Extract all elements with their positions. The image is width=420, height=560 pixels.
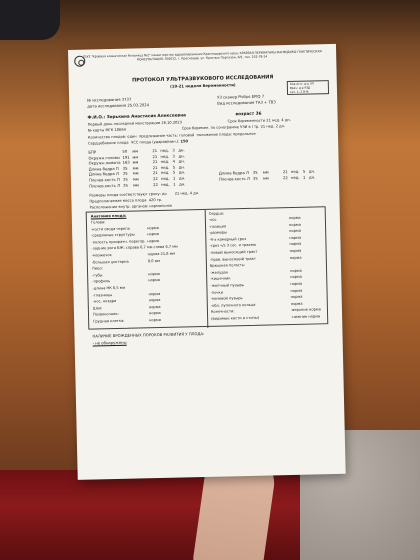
presentation: предлежание часть: головой (138, 133, 195, 139)
heart-rate-row (88, 139, 188, 145)
biometry-label: Плечев.кость П (88, 176, 120, 183)
institution-header: ГБУЗ "Краевая клиническая больница №2" министерства здравоохранения Краснодарского края, КРАЕВАЯ ПЕРИНАТАЛЬНАЯ МЕДИКО-ГЕНЕТИЧЕСКАЯ КОНСУЛЬТАЦИЯ, 350012, г. Краснодар, ул. Красных Партизан, 6/2, тел. 252-78-14 (82, 49, 322, 62)
anatomy-value: норма (148, 278, 161, 283)
card-row (88, 128, 126, 133)
anatomy-value: норма (148, 311, 161, 316)
anatomy-label: -длина НК 6,5 мм (92, 285, 126, 291)
anatomy-value: норма (289, 228, 301, 234)
fetal-position: положение плода: продольное (196, 131, 256, 138)
unit-weeks: нед. (290, 168, 300, 174)
unit-weeks: нед. (180, 191, 189, 196)
biometry-value: 35 (252, 175, 258, 181)
anatomy-value: норма (289, 255, 302, 260)
biometry-label: БПР (88, 149, 97, 155)
size-match-row (89, 191, 199, 198)
heartbeat-label: Сердцебиение плода (88, 140, 129, 146)
study-date-value: 25.03.2024 (127, 102, 150, 108)
anatomy-box (86, 203, 329, 329)
card-value: 10664 (114, 127, 126, 132)
anatomy-label: Грудная клетка: (93, 318, 125, 324)
anatomy-value: -нижние норма (291, 314, 321, 319)
document-subtitle: (19-21 неделя беременности) (170, 82, 236, 89)
scanner-label: УЗ сканер (217, 94, 238, 100)
doctor-stamp (287, 80, 329, 95)
anatomy-value: норма (290, 275, 303, 280)
anatomy-value: норма (148, 291, 161, 296)
anatomy-label: -задние рога БЖ: справа 6,7 мм слева 6,7 мм (91, 244, 178, 251)
biometry-days: 3 (172, 147, 175, 153)
unit-weeks: нед. (266, 124, 275, 129)
heart-section-title: Сердце: (208, 211, 225, 216)
lmp-label: Первый день последней менструации (87, 120, 161, 127)
system-value: ТАЗ + ТВЗ (255, 99, 276, 105)
size-match-label: Размеры плода соответствуют сроку: до (89, 191, 167, 198)
unit-days: дн. (179, 180, 186, 187)
biometry-weeks: 21 (152, 159, 158, 165)
anatomy-label: -полость прозрачн. перегор. (91, 239, 146, 245)
unit-days: дн. (279, 124, 286, 129)
anatomy-label: -размеры (209, 230, 227, 236)
size-match-weeks: 21 (174, 191, 180, 196)
est-weight-row (89, 198, 162, 204)
patient-name-label: Ф.И.О.: (87, 114, 106, 120)
anatomy-label: Шея: (92, 306, 103, 311)
unit-weeks: нед. (271, 118, 281, 123)
unit-grams: гр. (156, 197, 163, 203)
system-label: Вид исследования (217, 99, 255, 106)
organs-row (90, 204, 173, 210)
anatomy-value: норма (147, 225, 159, 230)
stamp-line: Врач: д-р УЗД (289, 85, 311, 90)
anatomy-label: -желчный пузырь (210, 283, 244, 288)
study-date-label: дата исследования (87, 102, 127, 109)
ga-first-days: 2 (275, 124, 279, 129)
unit-weeks: нед. (160, 170, 170, 176)
anatomy-label: -профиль (92, 279, 111, 284)
biometry-weeks: 22 (153, 181, 158, 187)
anatomy-title: Анатомия плода: (90, 213, 127, 219)
document-title: ПРОТОКОЛ УЛЬТРАЗВУКОВОГО ИССЛЕДОВАНИЯ (132, 74, 274, 84)
anatomy-label: -желудок (210, 270, 229, 275)
stamp-line: Код исп.: д-р ЗЛ (289, 81, 314, 86)
biometry-left-table (88, 148, 201, 190)
biometry-value: 191 (122, 154, 130, 160)
biometry-days: 1 (302, 174, 306, 180)
ga-label: Срок беременности (227, 118, 266, 124)
anatomy-label: -мозжечок (91, 253, 112, 258)
biometry-label: Плечев.кость Л (218, 175, 250, 182)
anatomy-label: -кишечник (210, 276, 231, 282)
biometry-days: 5 (302, 168, 306, 174)
biometry-weeks: 21 (152, 170, 158, 176)
anatomy-value: норма (148, 304, 161, 309)
unit-weeks: нед. (290, 174, 300, 180)
anatomy-value: норма (290, 268, 302, 273)
anatomy-value: норма (289, 242, 302, 247)
stamp-line: кат. 1, 2 В-Ф (289, 89, 309, 94)
fetus-info-row (88, 132, 256, 140)
ga-first-row (182, 124, 285, 130)
biometry-label: Длина бедра Л (218, 169, 249, 176)
unit-days: дн. (178, 164, 186, 170)
unit-mm: мм (132, 176, 139, 182)
unit-mm: мм (132, 154, 139, 160)
biometry-days: 1 (172, 175, 176, 181)
biometry-weeks: 21 (152, 148, 158, 154)
anatomy-value: норма (290, 288, 303, 293)
patient-age-row (235, 112, 261, 117)
anatomy-row (93, 317, 205, 326)
biometry-value: 35 (123, 182, 128, 188)
anatomy-value: 8,0 мм (147, 258, 161, 263)
lmp-value: 26.10.2023 (161, 120, 183, 125)
patient-age-label: возраст (235, 110, 255, 117)
unit-days: дн. (193, 191, 200, 196)
ga-days: 4 (281, 118, 284, 123)
anatomy-label: -срез ч/з 3 сос. и трахею (209, 243, 257, 249)
anatomy-label: Голова: (90, 220, 106, 225)
ga-weeks: 21 (266, 118, 271, 123)
unit-mm: мм (262, 175, 269, 181)
ga-first-label: Срок беремен. по сонограмме УЗИ в I тр. (181, 124, 260, 131)
biometry-days: 1 (173, 181, 176, 187)
anatomy-label: Конечности: (210, 309, 235, 315)
patient-name-value: Зорькина Анастасия Алексеевна (106, 112, 186, 120)
anatomy-label: -нос, ноздри (92, 299, 117, 304)
biometry-label: Длина бедра Л (88, 171, 119, 177)
anatomy-label: -глазницы (92, 292, 113, 298)
unit-days: дн. (178, 175, 186, 181)
anatomy-value: норма (147, 232, 159, 237)
study-number-label: № исследования (87, 96, 121, 103)
biometry-weeks: 22 (282, 174, 288, 180)
anatomy-value: норма (148, 298, 161, 303)
biometry-value: 50 (122, 148, 128, 154)
biometry-value: 35 (122, 171, 128, 177)
biometry-days: 3 (172, 153, 175, 159)
biometry-days: 5 (172, 164, 176, 170)
anatomy-label: -позиция (208, 224, 227, 229)
unit-days: дн. (178, 152, 185, 159)
anatomy-value: -верхние норма (290, 307, 321, 313)
anatomy-label: Брюшная полость: (209, 263, 246, 268)
anatomy-label: -обл. пупочного кольца (210, 302, 256, 308)
biometry-value: 35 (122, 165, 128, 171)
unit-mm: мм (132, 159, 139, 165)
biometry-label: Плечев.кость Л (89, 182, 120, 189)
anatomy-label: -мочевой пузырь (210, 296, 243, 301)
anatomy-label: -4-х камерный срез (209, 236, 247, 242)
biometry-weeks: 22 (152, 175, 158, 182)
system-row (217, 100, 276, 106)
biometry-row (219, 175, 331, 183)
anatomy-value: норма (290, 301, 303, 306)
ga-first-weeks: 21 (260, 124, 266, 129)
anatomy-value: норма 21,8 мм (147, 251, 176, 257)
unit-weeks: нед. (160, 147, 170, 153)
anatomy-value: норма (288, 215, 301, 221)
est-weight-value: 420 (148, 198, 156, 203)
unit-days: дн. (178, 147, 185, 153)
anatomy-row (211, 314, 323, 323)
unit-days: дн. (308, 174, 316, 180)
est-weight-label: Предполагаемая масса плода (89, 198, 147, 204)
scanner-value: Philips EPIQ 7 (238, 93, 265, 100)
anatomy-label: (видимые кисти и стопы) (211, 315, 260, 321)
biometry-row (89, 182, 201, 190)
biometry-weeks: 21 (282, 169, 288, 175)
anatomy-value: норма (148, 271, 160, 276)
conclusion-value: - не обнаружены (92, 339, 127, 346)
study-number-value: 3737 (121, 96, 132, 102)
conclusion-label: НАЛИЧИЕ ВРОЖДЕННЫХ ПОРОКОВ РАЗВИТИЯ У ПЛОДА: (92, 330, 205, 339)
anatomy-value: норма (149, 317, 161, 323)
fetus-count: Количество плодов: один (87, 134, 137, 140)
biometry-label: Длина бедра П (88, 165, 119, 172)
card-label: № карты МГК (87, 127, 114, 133)
anatomy-value: норма (290, 294, 303, 300)
dark-object (0, 0, 60, 40)
anatomy-label: -левый выносящий тракт (209, 249, 258, 255)
anatomy-label: -большая цистерна (91, 259, 129, 265)
unit-weeks: нед. (160, 175, 170, 181)
unit-days: дн. (178, 158, 185, 164)
biometry-label: Окружн.головы (88, 154, 120, 161)
unit-mm: мм (132, 170, 139, 176)
anatomy-label: -ось (208, 217, 217, 222)
unit-days: дн. (308, 168, 316, 174)
unit-days: дн. (284, 117, 291, 123)
anatomy-label: -губы (92, 273, 103, 278)
biometry-label: Окружн.живота (88, 160, 121, 166)
anatomy-label: Лицо: (91, 266, 103, 271)
unit-mm: мм (132, 165, 139, 171)
heart-rate-value: 150 (180, 139, 189, 144)
anatomy-label: -прав. выносящий тракт (209, 256, 257, 262)
anatomy-right-list (209, 215, 323, 323)
unit-weeks: нед. (161, 181, 170, 187)
anatomy-left-list (91, 218, 205, 326)
biometry-weeks: 21 (152, 164, 158, 170)
organs-label: Расположение внутр. органов: нормальное (89, 203, 173, 210)
unit-mm: мм (262, 169, 269, 175)
anatomy-divider (205, 210, 209, 328)
unit-mm: мм (133, 181, 139, 188)
anatomy-label: Позвоночник: (92, 312, 119, 317)
anatomy-label: -почки (210, 290, 224, 295)
biometry-days: 4 (172, 158, 176, 164)
anatomy-value: норма (147, 238, 160, 244)
study-date-row (87, 103, 149, 109)
anatomy-value: норма (290, 281, 303, 286)
anatomy-label: -срединные структуры (91, 232, 135, 238)
patient-age-value: 36 (255, 110, 262, 116)
unit-weeks: нед. (160, 164, 170, 170)
ga-row (228, 118, 291, 124)
heart-rate-label: ЧСС плода (ударов/мин.): (130, 139, 180, 145)
biometry-weeks: 21 (152, 153, 158, 159)
unit-days: дн. (178, 169, 186, 175)
anatomy-value: норма (289, 235, 302, 240)
size-match-days: 4 (189, 191, 193, 196)
biometry-days: 5 (172, 169, 176, 176)
anatomy-value: норма (289, 248, 302, 253)
biometry-value: 35 (252, 169, 258, 175)
biometry-right-table (219, 169, 331, 183)
biometry-value: 35 (122, 176, 128, 182)
anatomy-label: -кости свода черепа (91, 226, 130, 232)
unit-weeks: нед. (160, 153, 170, 159)
biometry-value: 163 (122, 159, 130, 165)
lmp-row (88, 120, 182, 126)
anatomy-value: норма (288, 222, 301, 227)
ultrasound-protocol-sheet (68, 44, 346, 480)
unit-mm: мм (132, 148, 139, 154)
unit-weeks: нед. (160, 158, 170, 165)
patient-name-row (87, 113, 185, 120)
